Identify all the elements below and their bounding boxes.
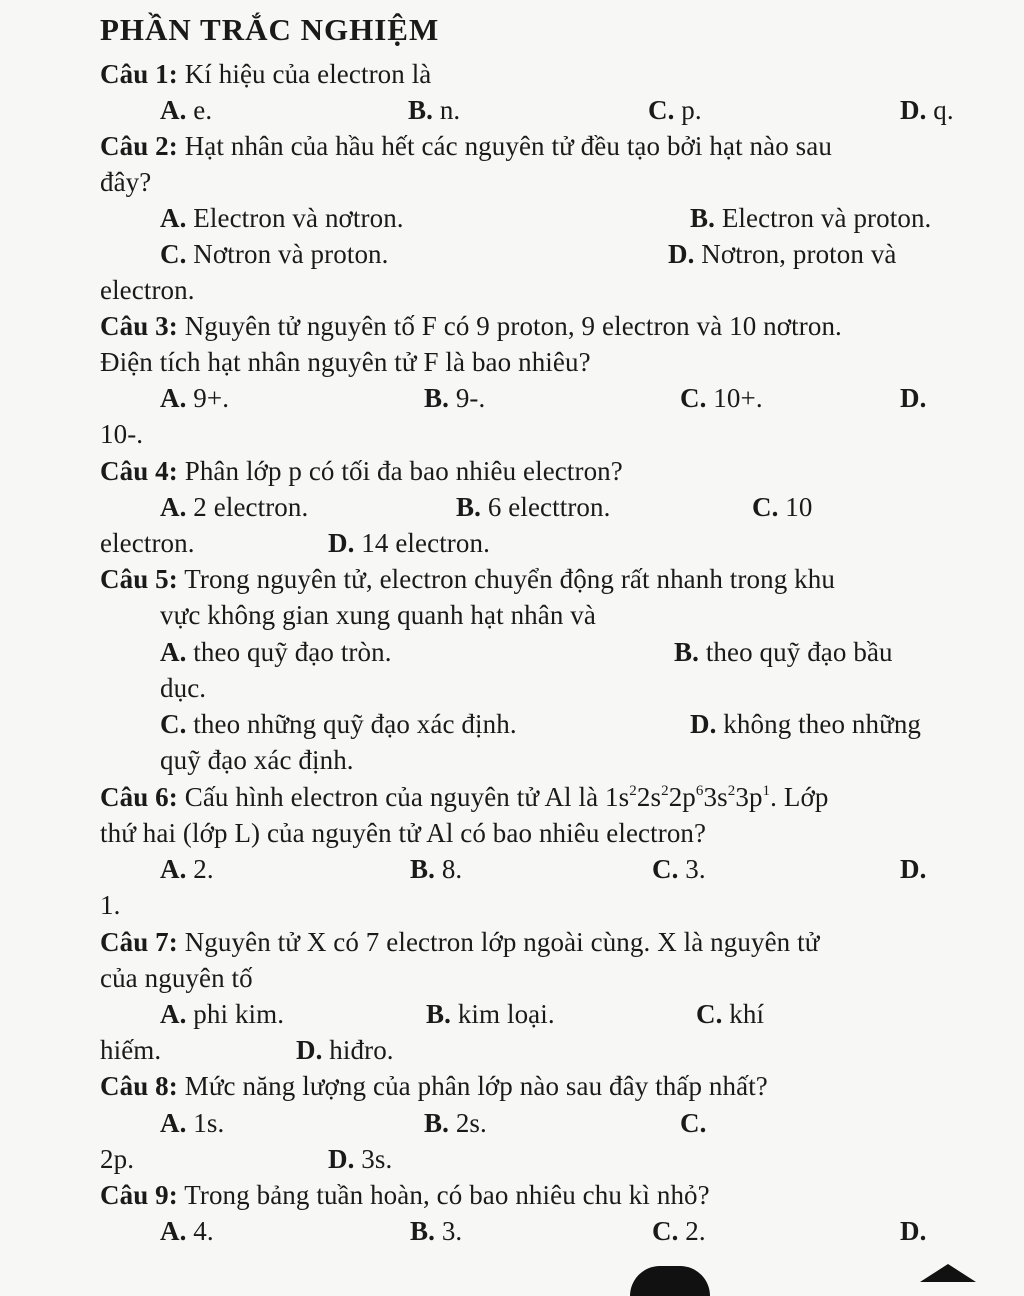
- q1-option-a: A. e.: [160, 95, 213, 125]
- question-2-stem: Câu 2: Hạt nhân của hầu hết các nguyên tử đều tạo bởi hạt nào sau: [100, 131, 832, 161]
- q1-option-b: B. n.: [408, 95, 461, 125]
- q8-option-c: C.: [680, 1108, 707, 1138]
- q1-option-c: C. p.: [648, 95, 702, 125]
- q2-option-c: C. Nơtron và proton.: [160, 239, 389, 269]
- electron-config: $1s^22s^22p^63s^23p^1$: [605, 782, 771, 812]
- q9-option-a: A. 4.: [160, 1216, 214, 1246]
- q3-option-a: A. 9+.: [160, 383, 230, 413]
- q3-option-d: D.: [900, 383, 927, 413]
- question-5-stem: Câu 5: Trong nguyên tử, electron chuyển động rất nhanh trong khu: [100, 564, 835, 594]
- question-7-stem-cont: của nguyên tố: [100, 963, 253, 993]
- q9-option-c: C. 2.: [652, 1216, 706, 1246]
- q8-option-d: D. 3s.: [328, 1144, 393, 1174]
- q1-option-d: D. q.: [900, 95, 954, 125]
- q2-option-d-cont: electron.: [100, 275, 195, 305]
- q4-option-d: D. 14 electron.: [328, 528, 490, 558]
- q6-option-d-cont: 1.: [100, 890, 121, 920]
- q5-option-b-cont: dục.: [160, 673, 207, 703]
- q5-option-a: A. theo quỹ đạo tròn.: [160, 637, 392, 667]
- q2-option-b: B. Electron và proton.: [690, 203, 932, 233]
- q4-option-b: B. 6 electtron.: [456, 492, 611, 522]
- bottom-edge-shadow: [630, 1266, 710, 1296]
- question-8-stem: Câu 8: Mức năng lượng của phân lớp nào sau đây thấp nhất?: [100, 1071, 768, 1101]
- question-6-stem-cont: thứ hai (lớp L) của nguyên tử Al có bao nhiêu electron?: [100, 818, 707, 848]
- q9-option-d: D.: [900, 1216, 927, 1246]
- q8-option-c-cont: 2p.: [100, 1144, 135, 1174]
- question-1-stem: Câu 1: Kí hiệu của electron là: [100, 59, 432, 89]
- q5-option-c: C. theo những quỹ đạo xác định.: [160, 709, 517, 739]
- q5-option-d: D. không theo những: [690, 709, 922, 739]
- q8-option-a: A. 1s.: [160, 1108, 225, 1138]
- q7-option-c-cont: hiếm.: [100, 1035, 162, 1065]
- q2-option-a: A. Electron và nơtron.: [160, 203, 404, 233]
- question-9-stem: Câu 9: Trong bảng tuần hoàn, có bao nhiêu chu kì nhỏ?: [100, 1180, 710, 1210]
- question-3-stem: Câu 3: Nguyên tử nguyên tố F có 9 proton, 9 electron và 10 nơtron.: [100, 311, 842, 341]
- q8-option-b: B. 2s.: [424, 1108, 487, 1138]
- question-6-stem: Câu 6: Cấu hình electron của nguyên tử Al là $1s^22s^22p^63s^23p^1$. Lớp: [100, 782, 829, 812]
- q4-option-c: C. 10: [752, 492, 813, 522]
- q6-option-b: B. 8.: [410, 854, 463, 884]
- q5-option-d-cont: quỹ đạo xác định.: [160, 745, 354, 775]
- q7-option-d: D. hiđro.: [296, 1035, 394, 1065]
- q3-option-d-cont: 10-.: [100, 419, 144, 449]
- q4-option-a: A. 2 electron.: [160, 492, 309, 522]
- question-5-stem-cont: vực không gian xung quanh hạt nhân và: [160, 600, 596, 630]
- q7-option-c: C. khí: [696, 999, 765, 1029]
- q2-option-d: D. Nơtron, proton và: [668, 239, 897, 269]
- question-4-stem: Câu 4: Phân lớp p có tối đa bao nhiêu electron?: [100, 456, 623, 486]
- q6-option-d: D.: [900, 854, 927, 884]
- q3-option-c: C. 10+.: [680, 383, 763, 413]
- q9-option-b: B. 3.: [410, 1216, 463, 1246]
- q6-option-a: A. 2.: [160, 854, 214, 884]
- question-2-stem-cont: đây?: [100, 167, 152, 197]
- q6-option-c: C. 3.: [652, 854, 706, 884]
- bottom-edge-shape: [920, 1264, 976, 1282]
- q5-option-b: B. theo quỹ đạo bầu: [674, 637, 893, 667]
- q3-option-b: B. 9-.: [424, 383, 486, 413]
- q7-option-b: B. kim loại.: [426, 999, 555, 1029]
- question-3-stem-cont: Điện tích hạt nhân nguyên tử F là bao nhiêu?: [100, 347, 591, 377]
- page-title: PHẦN TRẮC NGHIỆM: [100, 12, 440, 47]
- question-7-stem: Câu 7: Nguyên tử X có 7 electron lớp ngoài cùng. X là nguyên tử: [100, 927, 820, 957]
- q4-option-c-cont: electron.: [100, 528, 195, 558]
- q7-option-a: A. phi kim.: [160, 999, 285, 1029]
